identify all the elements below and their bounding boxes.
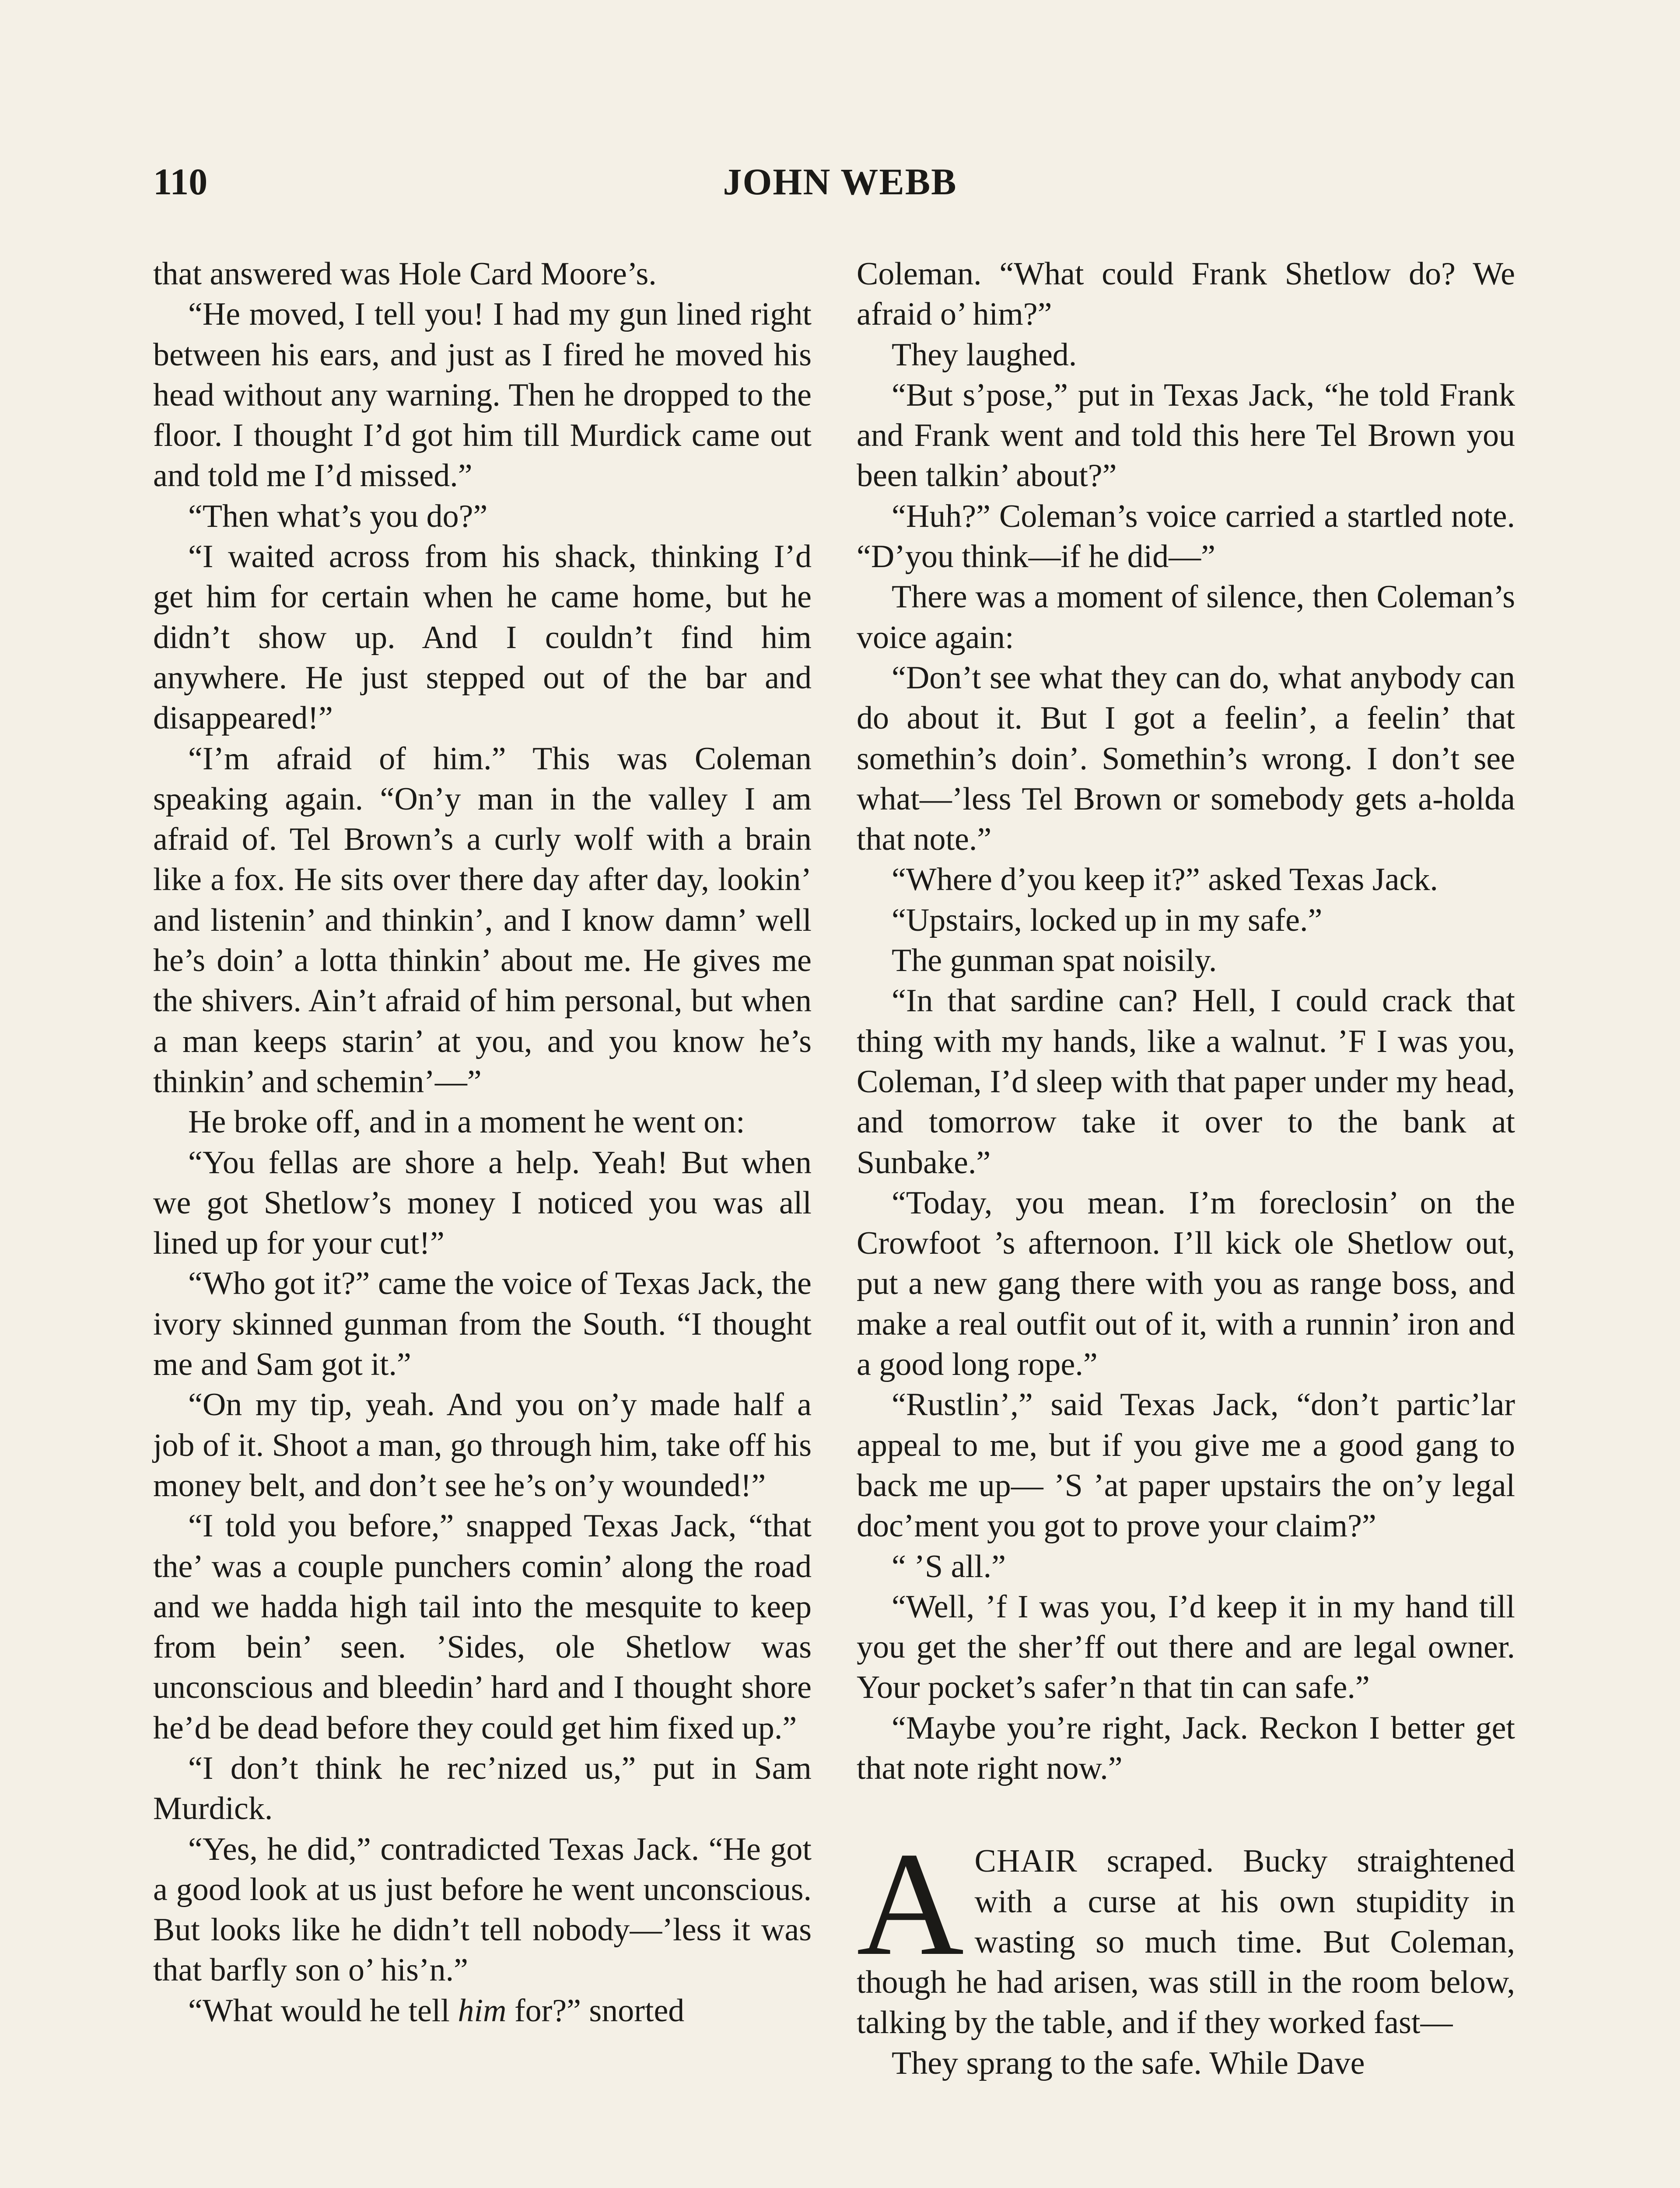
left-column <box>153 254 812 2031</box>
text-run: for?” snorted <box>506 1992 685 2029</box>
paragraph: “I’m afraid of him.” This was Coleman speaking again. “On’y man in the valley I am afraid of. Tel Brown’s a curly wolf with a brain like a fox. He sits over there day after day, lookin’ and listenin’ and thinkin’, and I know damn’ well he’s doin’ a lotta thinkin’ about me. He gives me the shivers. Ain’t afraid of him personal, but when a man keeps starin’ at you, and you know he’s thinkin’ and schemin’—” <box>153 740 812 1100</box>
drop-cap: A <box>857 1821 964 1987</box>
paragraph: The gunman spat noisily. <box>892 943 1217 979</box>
page-number: 110 <box>153 161 208 203</box>
paragraph: “Maybe you’re right, Jack. Reckon I better get that note right now.” <box>857 1710 1515 1786</box>
small-caps-lead: CHAIR <box>974 1843 1078 1879</box>
paragraph: “Yes, he did,” contradicted Texas Jack. “He got a good look at us just before he went unconscious. But looks like he didn’t tell nobody—’less it was that barfly son o’ his’n.” <box>153 1831 812 1988</box>
paragraph: “Huh?” Coleman’s voice carried a startled note. “D’you think—if he did—” <box>857 498 1515 575</box>
italic-text: him <box>458 1992 507 2029</box>
paragraph: “Well, ’f I was you, I’d keep it in my hand till you get the sher’ff out there and are legal owner. Your pocket’s safer’n that tin can safe.” <box>857 1588 1515 1706</box>
paragraph: that answered was Hole Card Moore’s. <box>153 256 657 292</box>
paragraph: “ ’S all.” <box>892 1548 1006 1585</box>
paragraph: “Rustlin’,” said Texas Jack, “don’t partic’lar appeal to me, but if you give me a good gang to back me up— ’S ’at paper upstairs the on’y legal doc’ment you got to prove your claim?” <box>857 1387 1515 1544</box>
paragraph <box>153 1991 812 2031</box>
paragraph: “Upstairs, locked up in my safe.” <box>892 902 1323 938</box>
paragraph: “Where d’you keep it?” asked Texas Jack. <box>892 862 1438 898</box>
paragraph: “Who got it?” came the voice of Texas Jack, the ivory skinned gunman from the South. “I thought me and Sam got it.” <box>153 1266 812 1383</box>
paragraph: “Today, you mean. I’m foreclosin’ on the Crowfoot ’s afternoon. I’ll kick ole Shetlow out, put a new gang there with you as range boss, and make a real outfit out of it, with a runnin’ iron and a good long rope.” <box>857 1185 1515 1383</box>
paragraph: “In that sardine can? Hell, I could crack that thing with my hands, like a walnut. ’F I was you, Coleman, I’d sleep with that paper under my head, and tomorrow take it over to the bank at Sunbake.” <box>857 983 1515 1181</box>
text-run: “What would he tell <box>188 1992 458 2029</box>
paragraph: “I don’t think he rec’nized us,” put in Sam Murdick. <box>153 1750 812 1827</box>
paragraph: “Don’t see what they can do, what anybody can do about it. But I got a feelin’, a feelin’ that somethin’s doin’. Somethin’s wrong. I don’t see what—’less Tel Brown or somebody gets a-holda that note.” <box>857 659 1515 858</box>
paragraph: They laughed. <box>892 337 1077 373</box>
paragraph: “I waited across from his shack, thinking I’d get him for certain when he came home, but he didn’t show up. And I couldn’t find him anywhere. He just stepped out of the bar and disappeared!” <box>153 539 812 736</box>
paragraph: Coleman. “What could Frank Shetlow do? We afraid o’ him?” <box>857 256 1515 333</box>
paragraph: He broke off, and in a moment he went on: <box>188 1104 745 1140</box>
paragraph: “You fellas are shore a help. Yeah! But when we got Shetlow’s money I noticed you was all lined up for your cut!” <box>153 1144 812 1262</box>
paragraph: There was a moment of silence, then Coleman’s voice again: <box>857 579 1515 656</box>
right-column <box>857 254 1515 2083</box>
running-head: JOHN WEBB <box>723 161 957 203</box>
paragraph: “I told you before,” snapped Texas Jack, “that the’ was a couple punchers comin’ along the road and we hadda high tail into the mesquite to keep from bein’ seen. ’Sides, ole Shetlow was unconscious and bleedin’ hard and I thought shore he’d be dead before they could get him fixed up.” <box>153 1508 812 1746</box>
page-header <box>153 158 1527 206</box>
paragraph: “On my tip, yeah. And you on’y made half a job of it. Shoot a man, go through him, take off his money belt, and don’t see he’s on’y wounded!” <box>153 1387 812 1504</box>
paragraph: “He moved, I tell you! I had my gun lined right between his ears, and just as I fired he moved his head without any warning. Then he dropped to the floor. I thought I’d got him till Murdick came out and told me I’d missed.” <box>153 296 812 494</box>
paragraph: They sprang to the safe. While Dave <box>892 2045 1365 2081</box>
text-run: scraped. Bucky straightened with a curse at his own stupidity in wasting so much time. But Coleman, though he had arisen, was still in the room below, talking by the table, and if they worked fast— <box>857 1843 1515 2041</box>
paragraph: “But s’pose,” put in Texas Jack, “he told Frank and Frank went and told this here Tel Brown you been talkin’ about?” <box>857 377 1515 494</box>
paragraph: “Then what’s you do?” <box>188 498 488 534</box>
section-opening-paragraph <box>857 1821 1515 2043</box>
